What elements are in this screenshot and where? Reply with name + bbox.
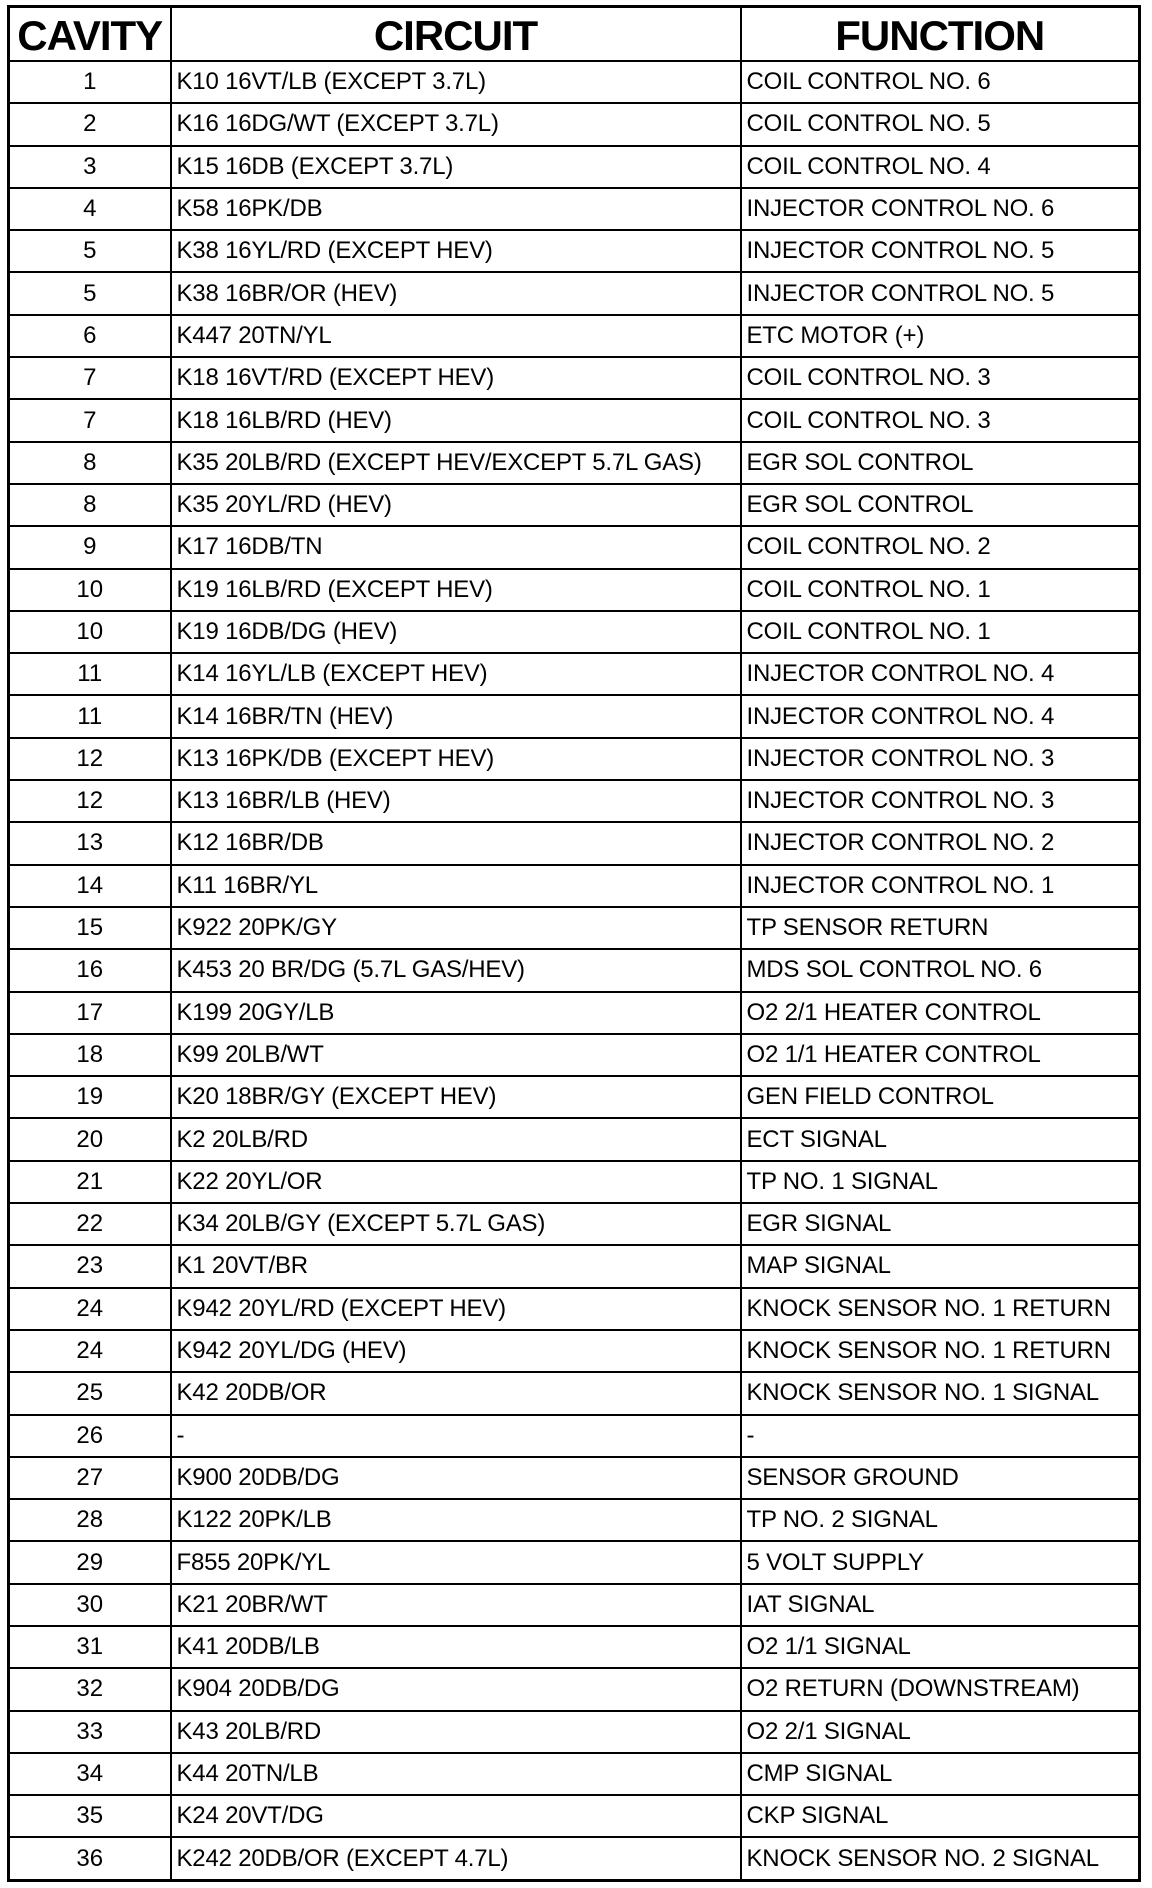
- table-row: [9, 1795, 1140, 1837]
- cavity-cell: 16: [9, 949, 171, 991]
- cavity-cell: 33: [9, 1711, 171, 1753]
- header-circuit: CIRCUIT: [171, 7, 741, 62]
- cavity-cell: 32: [9, 1668, 171, 1710]
- function-cell: COIL CONTROL NO. 2: [741, 526, 1140, 568]
- function-cell: COIL CONTROL NO. 1: [741, 569, 1140, 611]
- cavity-cell: 12: [9, 780, 171, 822]
- cavity-cell: 8: [9, 442, 171, 484]
- table-row: [9, 399, 1140, 441]
- cavity-cell: 6: [9, 315, 171, 357]
- circuit-cell: K35 20LB/RD (EXCEPT HEV/EXCEPT 5.7L GAS): [171, 442, 741, 484]
- function-cell: O2 RETURN (DOWNSTREAM): [741, 1668, 1140, 1710]
- table-row: [9, 1034, 1140, 1076]
- cavity-cell: 18: [9, 1034, 171, 1076]
- circuit-cell: -: [171, 1415, 741, 1457]
- table-row: [9, 526, 1140, 568]
- circuit-cell: K20 18BR/GY (EXCEPT HEV): [171, 1076, 741, 1118]
- function-cell: IAT SIGNAL: [741, 1584, 1140, 1626]
- function-cell: KNOCK SENSOR NO. 2 SIGNAL: [741, 1837, 1140, 1880]
- cavity-cell: 15: [9, 907, 171, 949]
- function-cell: COIL CONTROL NO. 3: [741, 399, 1140, 441]
- circuit-cell: K900 20DB/DG: [171, 1457, 741, 1499]
- circuit-cell: K16 16DG/WT (EXCEPT 3.7L): [171, 103, 741, 145]
- table-row: [9, 146, 1140, 188]
- circuit-cell: K42 20DB/OR: [171, 1372, 741, 1414]
- function-cell: INJECTOR CONTROL NO. 3: [741, 780, 1140, 822]
- table-row: [9, 822, 1140, 864]
- table-row: [9, 738, 1140, 780]
- cavity-cell: 10: [9, 569, 171, 611]
- table-row: [9, 272, 1140, 314]
- table-row: [9, 1837, 1140, 1880]
- function-cell: COIL CONTROL NO. 4: [741, 146, 1140, 188]
- function-cell: INJECTOR CONTROL NO. 1: [741, 865, 1140, 907]
- circuit-cell: K11 16BR/YL: [171, 865, 741, 907]
- cavity-cell: 8: [9, 484, 171, 526]
- table-row: [9, 1118, 1140, 1160]
- table-row: [9, 1711, 1140, 1753]
- circuit-cell: K14 16BR/TN (HEV): [171, 695, 741, 737]
- function-cell: COIL CONTROL NO. 3: [741, 357, 1140, 399]
- function-cell: COIL CONTROL NO. 5: [741, 103, 1140, 145]
- header-row: [9, 7, 1140, 62]
- table-row: [9, 1668, 1140, 1710]
- function-cell: TP NO. 1 SIGNAL: [741, 1161, 1140, 1203]
- function-cell: O2 2/1 HEATER CONTROL: [741, 992, 1140, 1034]
- table-header: [9, 7, 1140, 62]
- circuit-cell: K12 16BR/DB: [171, 822, 741, 864]
- function-cell: TP SENSOR RETURN: [741, 907, 1140, 949]
- function-cell: INJECTOR CONTROL NO. 6: [741, 188, 1140, 230]
- circuit-cell: K35 20YL/RD (HEV): [171, 484, 741, 526]
- cavity-cell: 17: [9, 992, 171, 1034]
- circuit-cell: K942 20YL/RD (EXCEPT HEV): [171, 1288, 741, 1330]
- cavity-cell: 28: [9, 1499, 171, 1541]
- table-row: [9, 103, 1140, 145]
- cavity-cell: 30: [9, 1584, 171, 1626]
- circuit-cell: K904 20DB/DG: [171, 1668, 741, 1710]
- cavity-cell: 29: [9, 1541, 171, 1583]
- table-row: [9, 1245, 1140, 1287]
- table-row: [9, 1753, 1140, 1795]
- circuit-cell: K43 20LB/RD: [171, 1711, 741, 1753]
- cavity-cell: 24: [9, 1288, 171, 1330]
- table-row: [9, 1203, 1140, 1245]
- cavity-cell: 21: [9, 1161, 171, 1203]
- function-cell: INJECTOR CONTROL NO. 3: [741, 738, 1140, 780]
- circuit-cell: K24 20VT/DG: [171, 1795, 741, 1837]
- cavity-cell: 24: [9, 1330, 171, 1372]
- circuit-cell: K242 20DB/OR (EXCEPT 4.7L): [171, 1837, 741, 1880]
- function-cell: KNOCK SENSOR NO. 1 RETURN: [741, 1288, 1140, 1330]
- table-row: [9, 1499, 1140, 1541]
- circuit-cell: K19 16DB/DG (HEV): [171, 611, 741, 653]
- function-cell: INJECTOR CONTROL NO. 4: [741, 695, 1140, 737]
- table-row: [9, 611, 1140, 653]
- function-cell: O2 1/1 SIGNAL: [741, 1626, 1140, 1668]
- table-row: [9, 865, 1140, 907]
- circuit-cell: K58 16PK/DB: [171, 188, 741, 230]
- cavity-cell: 4: [9, 188, 171, 230]
- circuit-cell: K21 20BR/WT: [171, 1584, 741, 1626]
- table-row: [9, 484, 1140, 526]
- table-row: [9, 949, 1140, 991]
- function-cell: KNOCK SENSOR NO. 1 SIGNAL: [741, 1372, 1140, 1414]
- table-row: [9, 188, 1140, 230]
- table-row: [9, 1330, 1140, 1372]
- cavity-cell: 20: [9, 1118, 171, 1160]
- function-cell: INJECTOR CONTROL NO. 5: [741, 230, 1140, 272]
- table-row: [9, 442, 1140, 484]
- circuit-cell: K447 20TN/YL: [171, 315, 741, 357]
- circuit-cell: K453 20 BR/DG (5.7L GAS/HEV): [171, 949, 741, 991]
- table-row: [9, 1584, 1140, 1626]
- function-cell: ECT SIGNAL: [741, 1118, 1140, 1160]
- table-row: [9, 695, 1140, 737]
- table-row: [9, 1626, 1140, 1668]
- cavity-cell: 5: [9, 272, 171, 314]
- function-cell: MAP SIGNAL: [741, 1245, 1140, 1287]
- circuit-cell: K15 16DB (EXCEPT 3.7L): [171, 146, 741, 188]
- circuit-cell: K38 16YL/RD (EXCEPT HEV): [171, 230, 741, 272]
- function-cell: EGR SOL CONTROL: [741, 442, 1140, 484]
- cavity-cell: 22: [9, 1203, 171, 1245]
- circuit-cell: K13 16BR/LB (HEV): [171, 780, 741, 822]
- cavity-cell: 11: [9, 653, 171, 695]
- function-cell: O2 1/1 HEATER CONTROL: [741, 1034, 1140, 1076]
- cavity-cell: 34: [9, 1753, 171, 1795]
- cavity-cell: 19: [9, 1076, 171, 1118]
- cavity-cell: 9: [9, 526, 171, 568]
- table-row: [9, 1372, 1140, 1414]
- function-cell: ETC MOTOR (+): [741, 315, 1140, 357]
- cavity-cell: 7: [9, 399, 171, 441]
- circuit-cell: K99 20LB/WT: [171, 1034, 741, 1076]
- function-cell: O2 2/1 SIGNAL: [741, 1711, 1140, 1753]
- table-row: [9, 315, 1140, 357]
- table-row: [9, 1415, 1140, 1457]
- table-row: [9, 357, 1140, 399]
- circuit-cell: K18 16VT/RD (EXCEPT HEV): [171, 357, 741, 399]
- table-row: [9, 1541, 1140, 1583]
- cavity-cell: 31: [9, 1626, 171, 1668]
- cavity-cell: 7: [9, 357, 171, 399]
- table-row: [9, 61, 1140, 103]
- circuit-cell: K38 16BR/OR (HEV): [171, 272, 741, 314]
- function-cell: INJECTOR CONTROL NO. 2: [741, 822, 1140, 864]
- function-cell: MDS SOL CONTROL NO. 6: [741, 949, 1140, 991]
- table-row: [9, 780, 1140, 822]
- table-row: [9, 569, 1140, 611]
- connector-pinout-table: [7, 5, 1141, 1882]
- circuit-cell: K13 16PK/DB (EXCEPT HEV): [171, 738, 741, 780]
- function-cell: KNOCK SENSOR NO. 1 RETURN: [741, 1330, 1140, 1372]
- cavity-cell: 35: [9, 1795, 171, 1837]
- circuit-cell: K19 16LB/RD (EXCEPT HEV): [171, 569, 741, 611]
- function-cell: SENSOR GROUND: [741, 1457, 1140, 1499]
- cavity-cell: 11: [9, 695, 171, 737]
- circuit-cell: K199 20GY/LB: [171, 992, 741, 1034]
- circuit-cell: K10 16VT/LB (EXCEPT 3.7L): [171, 61, 741, 103]
- cavity-cell: 25: [9, 1372, 171, 1414]
- function-cell: CKP SIGNAL: [741, 1795, 1140, 1837]
- function-cell: INJECTOR CONTROL NO. 4: [741, 653, 1140, 695]
- circuit-cell: K122 20PK/LB: [171, 1499, 741, 1541]
- function-cell: EGR SIGNAL: [741, 1203, 1140, 1245]
- function-cell: CMP SIGNAL: [741, 1753, 1140, 1795]
- cavity-cell: 1: [9, 61, 171, 103]
- function-cell: GEN FIELD CONTROL: [741, 1076, 1140, 1118]
- function-cell: TP NO. 2 SIGNAL: [741, 1499, 1140, 1541]
- header-function: FUNCTION: [741, 7, 1140, 62]
- table-row: [9, 1288, 1140, 1330]
- cavity-cell: 36: [9, 1837, 171, 1880]
- cavity-cell: 14: [9, 865, 171, 907]
- circuit-cell: K18 16LB/RD (HEV): [171, 399, 741, 441]
- circuit-cell: K922 20PK/GY: [171, 907, 741, 949]
- cavity-cell: 13: [9, 822, 171, 864]
- table-row: [9, 907, 1140, 949]
- circuit-cell: K34 20LB/GY (EXCEPT 5.7L GAS): [171, 1203, 741, 1245]
- cavity-cell: 27: [9, 1457, 171, 1499]
- function-cell: INJECTOR CONTROL NO. 5: [741, 272, 1140, 314]
- cavity-cell: 26: [9, 1415, 171, 1457]
- function-cell: 5 VOLT SUPPLY: [741, 1541, 1140, 1583]
- table-body: [9, 61, 1140, 1880]
- function-cell: EGR SOL CONTROL: [741, 484, 1140, 526]
- circuit-cell: K17 16DB/TN: [171, 526, 741, 568]
- circuit-cell: K14 16YL/LB (EXCEPT HEV): [171, 653, 741, 695]
- cavity-cell: 10: [9, 611, 171, 653]
- function-cell: COIL CONTROL NO. 6: [741, 61, 1140, 103]
- cavity-cell: 12: [9, 738, 171, 780]
- cavity-cell: 5: [9, 230, 171, 272]
- table-row: [9, 230, 1140, 272]
- table-row: [9, 992, 1140, 1034]
- cavity-cell: 2: [9, 103, 171, 145]
- circuit-cell: K44 20TN/LB: [171, 1753, 741, 1795]
- circuit-cell: K942 20YL/DG (HEV): [171, 1330, 741, 1372]
- function-cell: COIL CONTROL NO. 1: [741, 611, 1140, 653]
- circuit-cell: K22 20YL/OR: [171, 1161, 741, 1203]
- circuit-cell: K1 20VT/BR: [171, 1245, 741, 1287]
- cavity-cell: 23: [9, 1245, 171, 1287]
- function-cell: -: [741, 1415, 1140, 1457]
- header-cavity: CAVITY: [9, 7, 171, 62]
- circuit-cell: K2 20LB/RD: [171, 1118, 741, 1160]
- table-row: [9, 1076, 1140, 1118]
- cavity-cell: 3: [9, 146, 171, 188]
- circuit-cell: K41 20DB/LB: [171, 1626, 741, 1668]
- circuit-cell: F855 20PK/YL: [171, 1541, 741, 1583]
- table-row: [9, 1161, 1140, 1203]
- table-row: [9, 653, 1140, 695]
- table-row: [9, 1457, 1140, 1499]
